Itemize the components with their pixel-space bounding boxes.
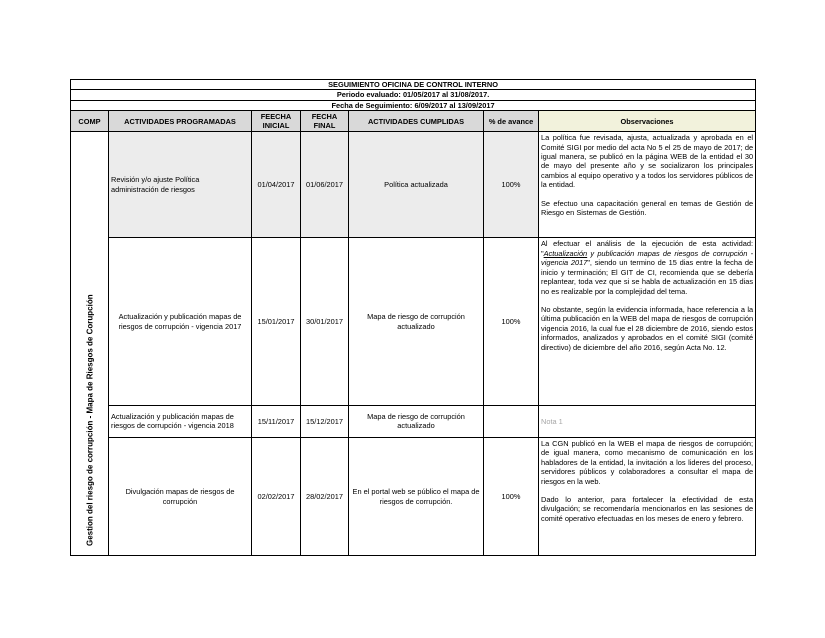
observation-underlined: Actualización [543,248,588,258]
col-header-start-date: FEECHA INICIAL [252,111,301,132]
report-title: SEGUIMIENTO OFICINA DE CONTROL INTERNO [71,80,756,90]
completed-cell: Mapa de riesgo de corrupción actualizado [349,238,484,405]
observation-intro: Al efectuar el análisis de la ejecución de esta actividad: " [541,239,754,258]
end-date-cell: 30/01/2017 [301,238,349,405]
end-date-cell: 15/12/2017 [301,405,349,437]
col-header-end-date: FECHA FINAL [301,111,349,132]
observations-cell [539,132,756,238]
activity-cell: Revisión y/o ajuste Política administración de riesgos [109,132,252,238]
progress-cell: 100% [484,238,539,405]
completed-cell: Política actualizada [349,132,484,238]
end-date-cell: 28/02/2017 [301,437,349,555]
tracking-table [70,79,756,556]
observations-cell [539,437,756,555]
observation-paragraph: Se efectuo una capacitación general en temas de Gestión de Riesgo en Sistemas de Gestión. [541,198,754,218]
activity-cell: Actualización y publicación mapas de riesgos de corrupción - vigencia 2017 [109,238,252,405]
observation-paragraph: La política fue revisada, ajusta, actualizada y aprobada en el Comité SIGI por medio del acta No 5 el 25 de mayo de 2017; de igual manera, se publicó en la página WEB de la entidad el 30 de mayo del presente año y se socializaron los principales cambios al equipo operativo y a todos los servidores públicos de la entidad. [541,133,754,190]
activity-cell: Actualización y publicación mapas de riesgos de corrupción - vigencia 2018 [109,405,252,437]
start-date-cell: 15/11/2017 [252,405,301,437]
component-label: Gestion del riesgo de corrupción - Mapa de Riesgos de Corupción [84,294,94,546]
table-row [71,132,756,238]
start-date-cell: 15/01/2017 [252,238,301,405]
col-header-completed: ACTIVIDADES CUMPLIDAS [349,111,484,132]
evaluated-period: Periodo evaluado: 01/05/2017 al 31/08/2017. [71,90,756,100]
progress-cell [484,405,539,437]
end-date-cell: 01/06/2017 [301,132,349,238]
observation-paragraph [541,239,753,295]
progress-cell: 100% [484,132,539,238]
observation-paragraph: La CGN publicó en la WEB el mapa de riesgos de corrupción; de igual manera, como mecanismo de comunicación en los habladores de la entidad, la invitación a los lideres del proceso, servidores públicos y colaboradores a consultar el mapa de riesgos en la web. [541,438,754,486]
start-date-cell: 01/04/2017 [252,132,301,238]
table-row [71,238,756,405]
component-cell [71,132,109,556]
observations-cell: Nota 1 [539,405,756,437]
table-row [71,437,756,555]
table-row [71,405,756,437]
col-header-observations: Observaciones [539,111,756,132]
activity-cell: Divulgación mapas de riesgos de corrupción [109,437,252,555]
col-header-activities: ACTIVIDADES PROGRAMADAS [109,111,252,132]
observation-paragraph: No obstante, según la evidencia informada, hace referencia a la última publicación en la WEB del mapa de riesgos de corrupción vigencia 2016, la cual fue el 28 diciembre de 2016, siendo estos informados, analizados y aprobados en el comité SIGI (comité directivo) de diciembre del año 2016, según Acta No. 12. [541,304,754,352]
observation-italic: y publicación mapas de riesgos de corrupción - vigencia 2017 [541,248,754,268]
observation-rest: ", siendo un termino de 15 dias entre la fecha de inicio y terminación; El GIT de CI, recomienda que se debería replantear, toda vez que si se habla de actualización en 15 dias no es realizable por la complejidad del tema. [541,258,754,296]
observation-paragraph: Dado lo anterior, para fortalecer la efectividad de esta divulgación; se recomendaría mencionarlos en las sesiones de comité operativo efectuadas en los meses de enero y febrero. [541,494,754,523]
start-date-cell: 02/02/2017 [252,437,301,555]
followup-date: Fecha de Seguimiento: 6/09/2017 al 13/09/2017 [71,100,756,110]
observations-cell [539,238,756,405]
col-header-progress: % de avance [484,111,539,132]
progress-cell: 100% [484,437,539,555]
completed-cell: En el portal web se público el mapa de riesgos de corrupción. [349,437,484,555]
col-header-comp: COMP [71,111,109,132]
completed-cell: Mapa de riesgo de corrupción actualizado [349,405,484,437]
